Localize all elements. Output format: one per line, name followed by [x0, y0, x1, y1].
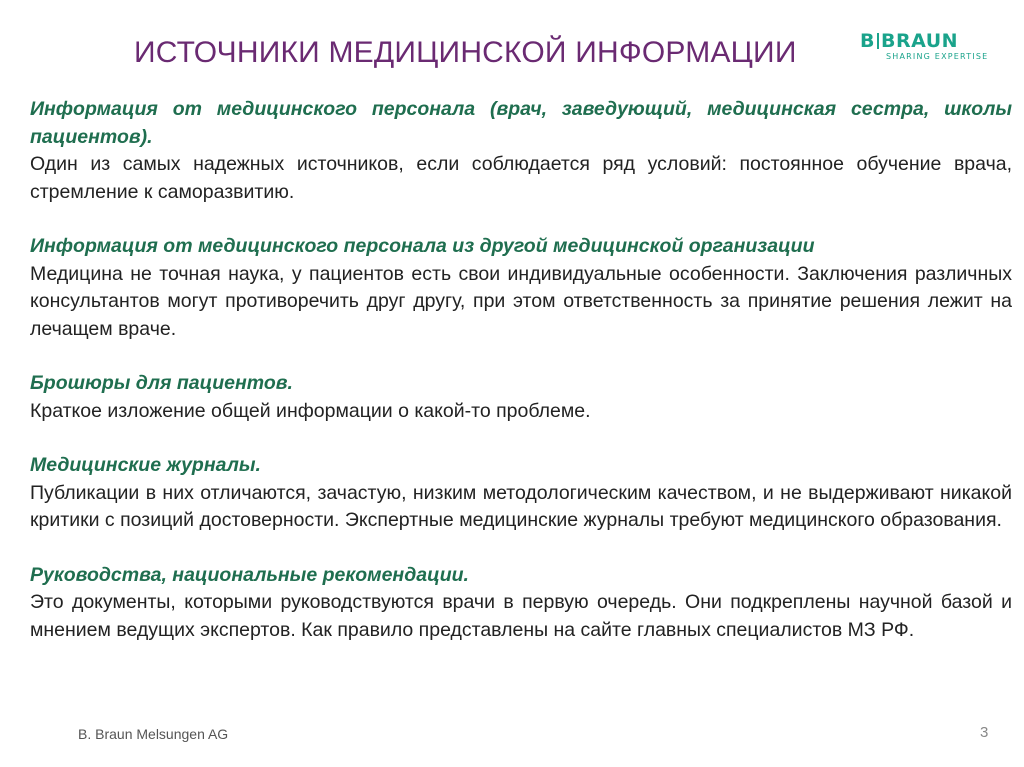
section-staff: [30, 96, 1012, 206]
section-body: Публикации в них отличаются, зачастую, низким методологическим качеством, и не выдерживают никакой критики с позиций достоверности. Экспертные медицинские журналы требуют медицинского образования.: [30, 481, 1012, 531]
section-heading: Медицинские журналы.: [30, 454, 261, 476]
logo-brand-right: BRAUN: [880, 30, 959, 52]
section-body: Краткое изложение общей информации о какой-то проблеме.: [30, 399, 591, 422]
section-heading: Руководства, национальные рекомендации.: [30, 563, 469, 586]
section-heading: Брошюры для пациентов.: [30, 372, 293, 394]
logo-brand-left: B: [860, 30, 875, 52]
footer-company: B. Braun Melsungen AG: [78, 726, 229, 742]
logo-wordmark: [860, 30, 995, 52]
logo-tagline: SHARING EXPERTISE: [886, 52, 989, 61]
logo-separator: [877, 33, 879, 49]
section-body: Медицина не точная наука, у пациентов есть свои индивидуальные особенности. Заключения различных консультантов могут противоречить друг другу, при этом ответственность за принятие решения лежит на лечащем враче.: [30, 262, 1012, 340]
section-guidelines: [30, 562, 1012, 645]
section-heading: Информация от медицинского персонала (врач, заведующий, медицинская сестра, школы пациентов).: [30, 98, 1012, 148]
section-brochures: [30, 370, 1012, 425]
slide-content: [30, 96, 1012, 671]
slide-title: ИСТОЧНИКИ МЕДИЦИНСКОЙ ИНФОРМАЦИИ: [134, 36, 797, 69]
section-journals: [30, 452, 1012, 535]
section-other-organization: [30, 233, 1012, 343]
page-number: 3: [980, 724, 989, 741]
section-body: Один из самых надежных источников, если соблюдается ряд условий: постоянное обучение врача, стремление к саморазвитию.: [30, 153, 1012, 203]
section-heading: Информация от медицинского персонала из другой медицинской организации: [30, 235, 815, 257]
section-body: Это документы, которыми руководствуются врачи в первую очередь. Они подкреплены научной базой и мнением ведущих экспертов. Как правило представлены на сайте главных специалистов МЗ РФ.: [30, 591, 1012, 641]
bbraun-logo: [860, 30, 995, 62]
